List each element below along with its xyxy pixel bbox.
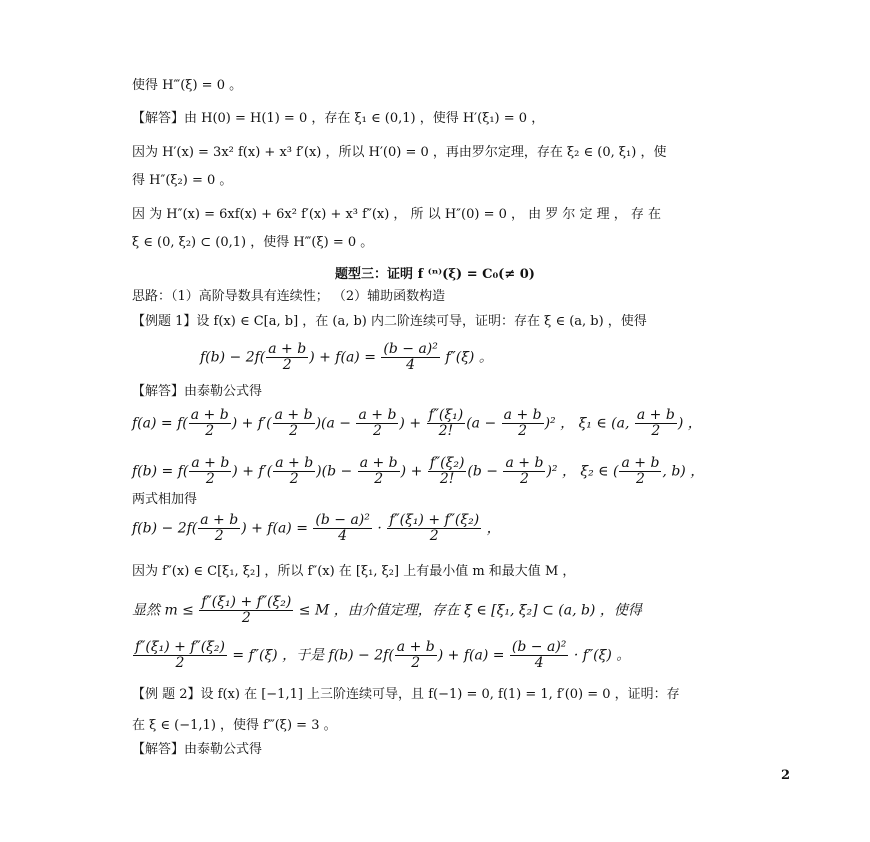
section-heading: 题型三：证明 f ⁽ⁿ⁾(ξ) = C₀(≠ 0) [335,267,535,282]
text-line: 【解答】由 H(0) = H(1) = 0 ，存在 ξ₁ ∈ (0,1) ，使得 H′(ξ₁) = 0 ， [132,111,545,126]
equation: f(b) − 2f( $\frac{a + b}{2}$ ) + f(a) = $\frac{\text{(b − a)²}}{4}$ f″(ξ) 。 [200,341,493,373]
text-line: 使得 H‴(ξ) = 0 。 [132,78,243,93]
text-line: 【例题 1】设 f(x) ∈ C[a, b] ，在 (a, b) 内二阶连续可导，证明：存在 ξ ∈ (a, b) ，使得 [132,314,647,329]
text-line: 【解答】由泰勒公式得 [132,384,263,399]
equation: f(b) = f( $\frac{a + b}{2}$ ) + f′( $\frac{a + b}{2}$ )(b − $\frac{a + b}{2}$ ) + $\frac{\text{f″(ξ₂)}}{2!}$ (b − $\frac{a + b}{2}$ )² ， ξ₂ ∈ ( $\frac{a + b}{2}$ , b) ， [132,455,705,487]
equation: f(b) − 2f( $\frac{a + b}{2}$ ) + f(a) = $\frac{\text{(b − a)²}}{4}$ · $\frac{\text{f″(ξ₁) + f″(ξ₂)}}{2}$ ， [132,512,501,544]
text-line: 因为 f″(x) ∈ C[ξ₁, ξ₂] ，所以 f″(x) 在 [ξ₁, ξ₂] 上有最小值 m 和最大值 M ， [132,564,576,579]
text-line: 因为 H′(x) = 3x² f(x) + x³ f′(x) ，所以 H′(0) = 0 ，再由罗尔定理，存在 ξ₂ ∈ (0, ξ₁) ，使 [132,145,667,160]
page-number: 2 [781,768,791,783]
equation: f(a) = f( $\frac{a + b}{2}$ ) + f′( $\frac{a + b}{2}$ )(a − $\frac{a + b}{2}$ ) + $\frac{\text{f″(ξ₁)}}{2!}$ (a − $\frac{a + b}{2}$ )² ， ξ₁ ∈ (a, $\frac{a + b}{2}$ ) ， [132,407,702,439]
text-line: 【解答】由泰勒公式得 [132,742,263,757]
text-line: 在 ξ ∈ (−1,1) ，使得 f‴(ξ) = 3 。 [132,718,337,733]
text-line: 得 H″(ξ₂) = 0 。 [132,173,233,188]
text-line: 思路：（1）高阶导数具有连续性； （2）辅助函数构造 [132,289,446,304]
text-line: ξ ∈ (0, ξ₂) ⊂ (0,1) ，使得 H‴(ξ) = 0 。 [132,235,374,250]
text-line: 【例 题 2】设 f(x) 在 [−1,1] 上三阶连续可导，且 f(−1) = 0, f(1) = 1, f′(0) = 0 ，证明：存 [132,687,680,702]
equation: 显然 m ≤ $\frac{\text{f″(ξ₁) + f″(ξ₂)}}{2}$ ≤ M ，由介值定理，存在 ξ ∈ [ξ₁, ξ₂] ⊂ (a, b) ，使得 [132,594,642,626]
text-line: 因 为 H″(x) = 6xf(x) + 6x² f′(x) + x³ f″(x) ， 所 以 H″(0) = 0 ， 由 罗 尔 定 理 ， 存 在 [132,207,662,222]
equation: $\frac{\text{f″(ξ₁) + f″(ξ₂)}}{2}$ = f″(ξ) ，于是 f(b) − 2f( $\frac{a + b}{2}$ ) + f(a) = $\frac{\text{(b − a)²}}{4}$ · f″(ξ) 。 [135,639,631,671]
text-line: 两式相加得 [132,492,198,507]
